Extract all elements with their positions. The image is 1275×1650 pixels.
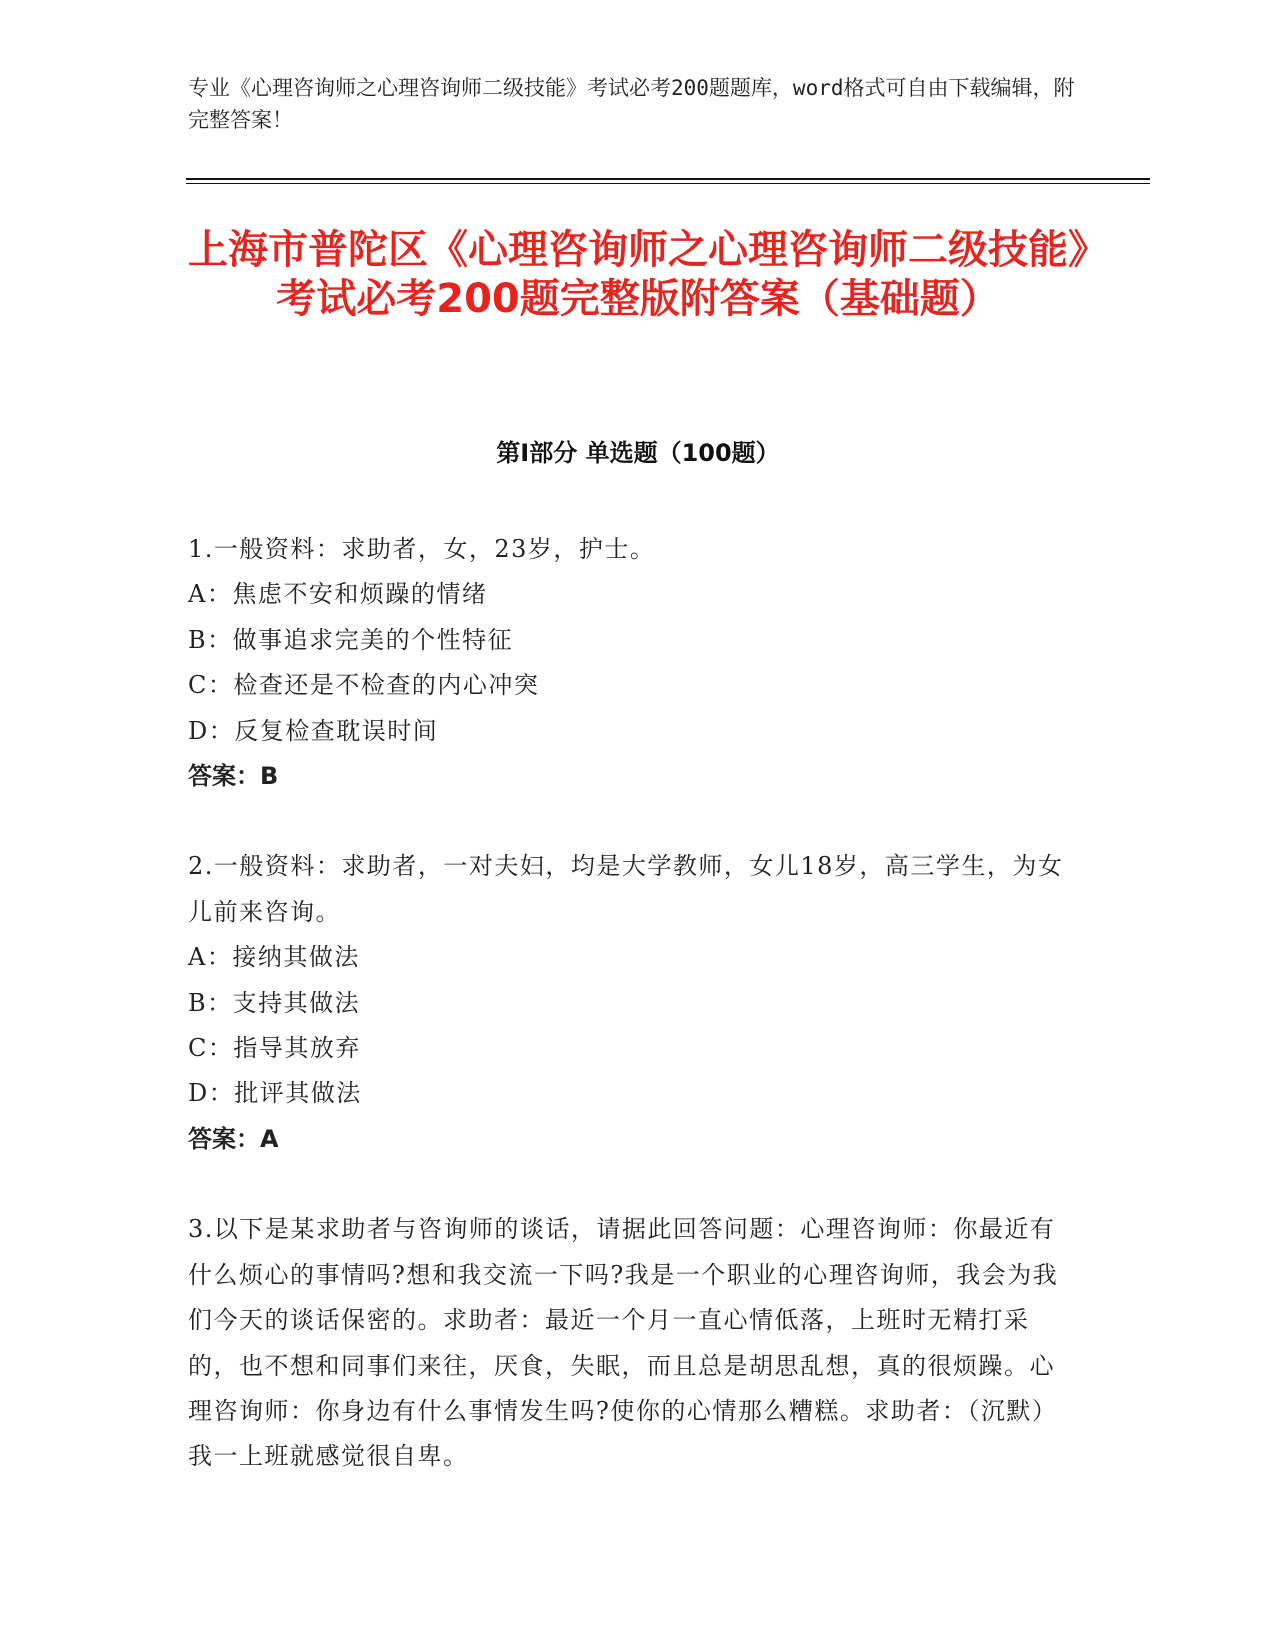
option-a: A：焦虑不安和烦躁的情绪 <box>188 580 488 609</box>
header-note: 专业《心理咨询师之心理咨询师二级技能》考试必考200题题库，word格式可自由下载编辑，附完整答案！ <box>188 76 1075 132</box>
header-divider-thick <box>186 178 1150 180</box>
option-d: D：批评其做法 <box>188 1079 362 1108</box>
option-b: B：做事追求完美的个性特征 <box>188 625 514 654</box>
option-b: B：支持其做法 <box>188 988 361 1017</box>
document-title: 上海市普陀区《心理咨询师之心理咨询师二级技能》考试必考200题完整版附答案（基础题） <box>188 227 1088 322</box>
header-divider-thin <box>186 183 1150 184</box>
option-a: A：接纳其做法 <box>188 943 360 972</box>
question-stem: 1.一般资料：求助者，女，23岁，护士。 <box>188 535 656 563</box>
question-list <box>188 527 1068 1525</box>
question-stem: 3.以下是某求助者与咨询师的谈话，请据此回答问题：心理咨询师：你最近有什么烦心的事情吗?想和我交流一下吗?我是一个职业的心理咨询师，我会为我们今天的谈话保密的。求助者：最近一个月一直心情低落，上班时无精打采的，也不想和同事们来往，厌食，失眠，而且总是胡思乱想，真的很烦躁。心理咨询师：你身边有什么事情发生吗?使你的心情那么糟糕。求助者：（沉默）我一上班就感觉很自卑。 <box>188 1215 1059 1471</box>
option-c: C：指导其放弃 <box>188 1034 361 1063</box>
section-title: 第I部分 单选题（100题） <box>496 439 780 467</box>
question-3 <box>188 1207 1068 1479</box>
option-d: D：反复检查耽误时间 <box>188 716 439 745</box>
question-stem: 2.一般资料：求助者，一对夫妇，均是大学教师，女儿18岁，高三学生，为女儿前来咨询。 <box>188 852 1064 926</box>
answer-line: 答案：B <box>188 762 279 791</box>
question-2 <box>188 844 1068 1162</box>
option-c: C：检查还是不检查的内心冲突 <box>188 671 540 700</box>
question-1 <box>188 527 1068 799</box>
answer-line: 答案：A <box>188 1124 279 1153</box>
